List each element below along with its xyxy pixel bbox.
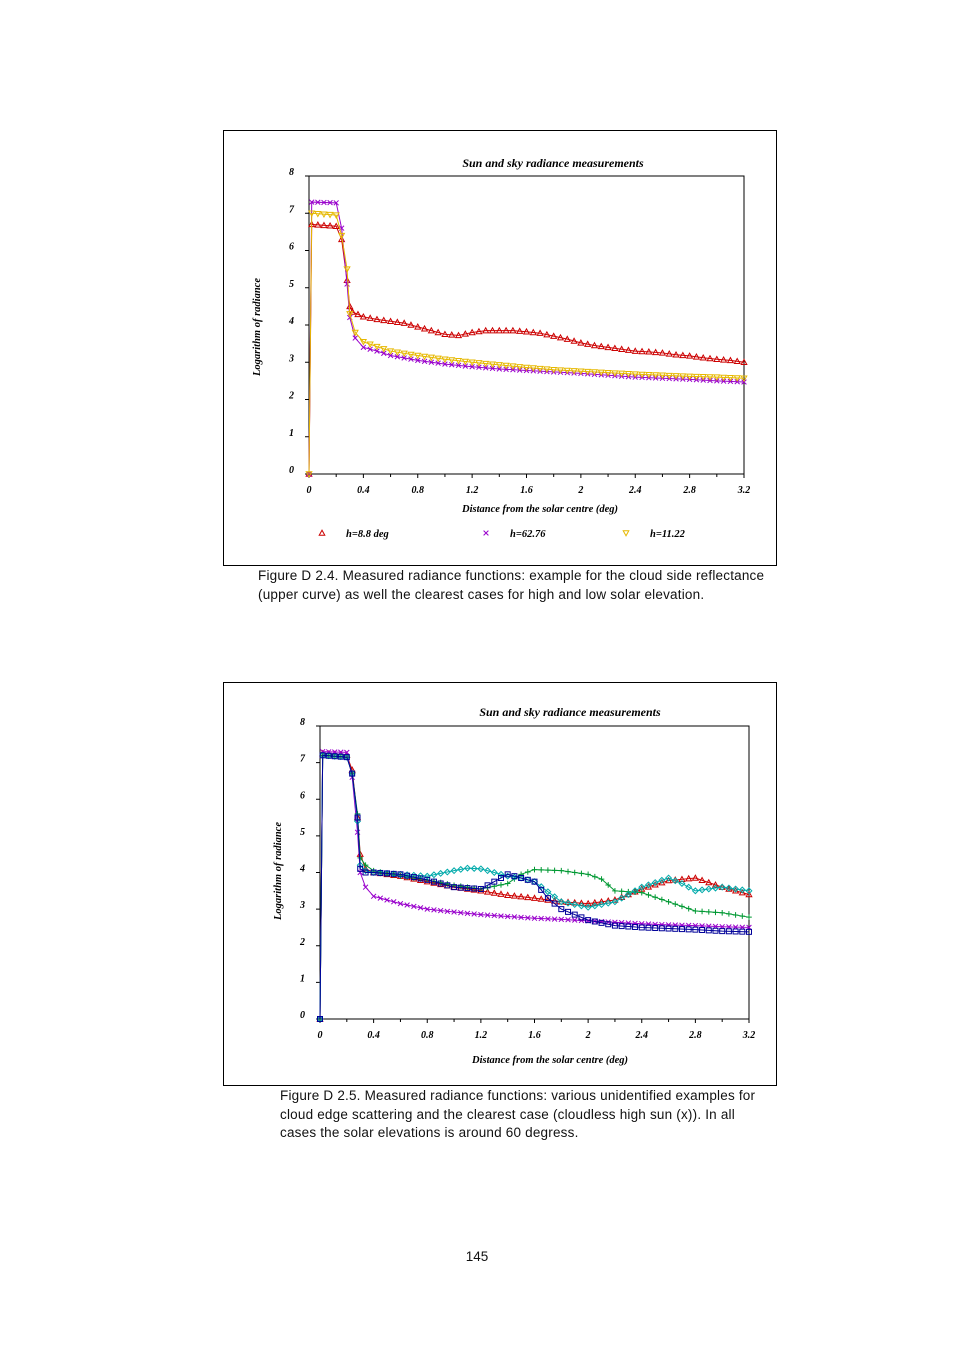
x-tick-label: 2.4	[635, 1030, 648, 1041]
legend-marker	[319, 530, 325, 535]
y-tick-label: 7	[289, 204, 294, 216]
chart-frame-figure-d-2-4	[223, 130, 777, 566]
y-tick-label: 6	[300, 790, 305, 802]
chart-title: Sun and sky radiance measurements	[462, 156, 644, 170]
y-tick-label: 5	[289, 278, 294, 290]
x-tick-label: 2.4	[629, 485, 642, 496]
x-tick-label: 0	[317, 1030, 323, 1041]
y-tick-label: 1	[289, 427, 294, 439]
x-tick-label: 0.4	[357, 485, 370, 496]
radiance-chart-1	[224, 131, 776, 565]
y-axis-label: Logarithm of radiance	[252, 277, 263, 377]
y-tick-label: 6	[289, 241, 294, 253]
x-tick-label: 3.2	[742, 1030, 756, 1041]
x-axis-label: Distance from the solar centre (deg)	[471, 1055, 629, 1066]
y-tick-label: 0	[289, 465, 294, 476]
y-tick-label: 0	[300, 1010, 305, 1021]
x-tick-label: 0.8	[421, 1030, 434, 1041]
y-axis-label: Logarithm of radiance	[273, 821, 284, 921]
y-tick-label: 5	[300, 826, 305, 838]
x-tick-label: 0	[306, 485, 312, 496]
x-tick-label: 1.6	[528, 1030, 541, 1041]
x-tick-label: 2.8	[689, 1030, 702, 1041]
x-tick-label: 2.8	[683, 485, 696, 496]
legend-marker	[484, 531, 489, 536]
x-tick-label: 3.2	[737, 485, 751, 496]
x-axis-label: Distance from the solar centre (deg)	[461, 504, 619, 515]
x-tick-label: 1.6	[520, 485, 533, 496]
legend-label: h=62.76	[510, 529, 546, 540]
y-tick-label: 3	[289, 353, 294, 365]
page-number: 145	[465, 1249, 489, 1264]
legend-label: h=8.8 deg	[346, 529, 389, 540]
chart-title: Sun and sky radiance measurements	[479, 705, 661, 719]
x-tick-label: 1.2	[465, 485, 479, 496]
figure-caption-d-2-5: Figure D 2.5. Measured radiance functions: various unidentified examples for cloud edge scattering and the clearest case (cloudless high sun (x)). In all cases the solar elevations is around 60 degress.	[280, 1088, 756, 1140]
x-tick-label: 2	[578, 485, 584, 496]
y-tick-label: 8	[289, 167, 294, 178]
legend-marker	[623, 531, 629, 536]
legend-label: h=11.22	[650, 529, 685, 540]
y-tick-label: 2	[300, 936, 305, 948]
x-tick-label: 1.2	[474, 1030, 488, 1041]
figure-caption-d-2-4: Figure D 2.4. Measured radiance functions: example for the cloud side reflectance (upper curve) as well the clearest cases for high and low solar elevation.	[258, 568, 765, 602]
y-tick-label: 7	[300, 753, 305, 765]
y-tick-label: 3	[300, 900, 305, 912]
plot-area	[309, 176, 744, 474]
x-tick-label: 2	[585, 1030, 591, 1041]
x-tick-label: 0.8	[411, 485, 424, 496]
chart-frame-figure-d-2-5	[223, 682, 777, 1086]
x-tick-label: 0.4	[367, 1030, 380, 1041]
y-tick-label: 8	[300, 717, 305, 728]
y-tick-label: 1	[300, 973, 305, 985]
legend	[319, 529, 685, 540]
y-tick-label: 4	[289, 316, 294, 327]
y-tick-label: 2	[289, 390, 294, 402]
y-tick-label: 4	[300, 863, 305, 875]
radiance-chart-2	[224, 683, 776, 1085]
